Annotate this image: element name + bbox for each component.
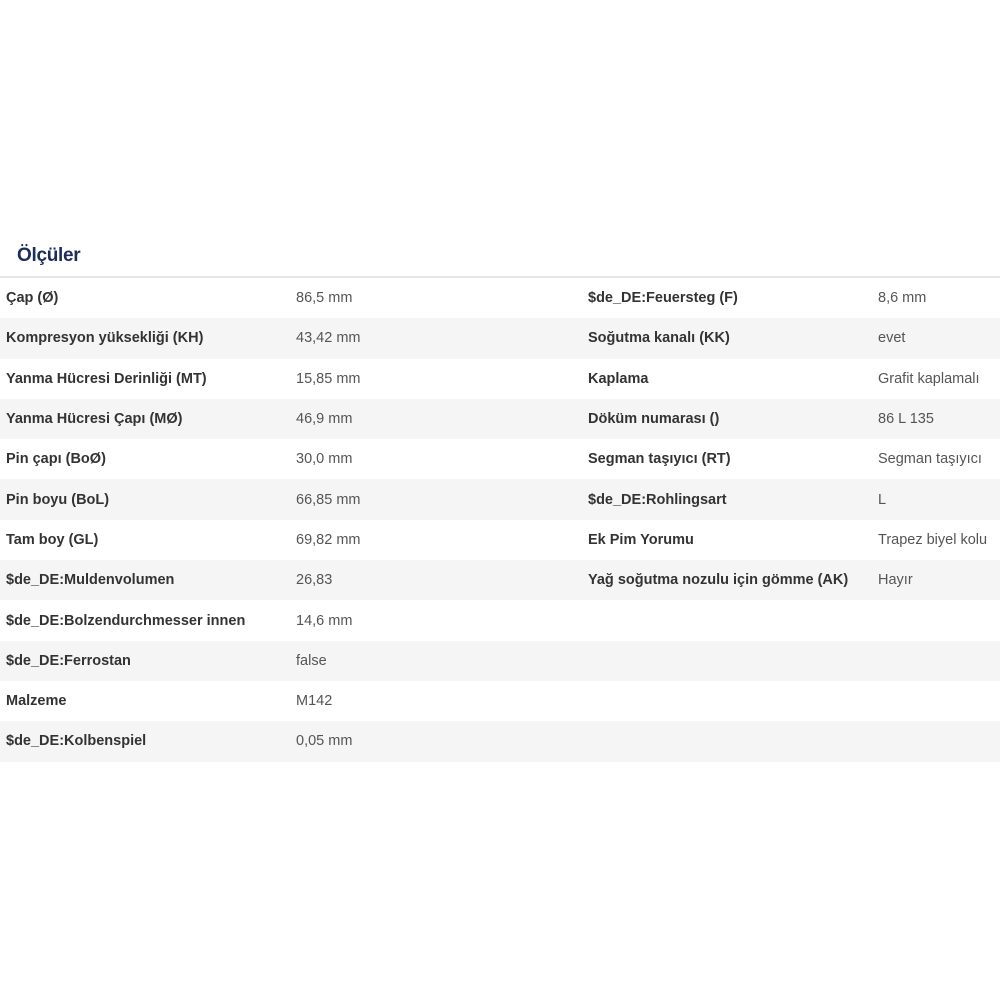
- spec-row: [0, 318, 500, 358]
- spec-row: [500, 439, 1000, 479]
- spec-row-empty: [500, 641, 1000, 681]
- spec-row: [0, 560, 500, 600]
- spec-label: Çap (Ø): [6, 290, 59, 307]
- spec-row: [0, 721, 500, 761]
- spec-row: [500, 278, 1000, 318]
- spec-value: L: [878, 491, 887, 508]
- spec-label: Yağ soğutma nozulu için gömme (AK): [588, 572, 849, 589]
- spec-row: [0, 359, 500, 399]
- spec-value: false: [296, 652, 327, 669]
- spec-row: [500, 560, 1000, 600]
- spec-row: [500, 359, 1000, 399]
- spec-value: Hayır: [878, 572, 913, 589]
- spec-label: Ek Pim Yorumu: [588, 531, 694, 548]
- spec-row: [500, 479, 1000, 519]
- spec-row-empty: [500, 681, 1000, 721]
- spec-label: $de_DE:Feuersteg (F): [588, 290, 738, 307]
- spec-label: Kompresyon yüksekliği (KH): [6, 330, 204, 347]
- spec-row: [500, 520, 1000, 560]
- spec-value: 86 L 135: [878, 411, 934, 428]
- spec-value: Segman taşıyıcı: [878, 451, 982, 468]
- spec-label: Yanma Hücresi Derinliği (MT): [6, 370, 207, 387]
- spec-column-left: [0, 278, 500, 762]
- spec-row-empty: [500, 721, 1000, 761]
- spec-label: Döküm numarası (): [588, 411, 720, 428]
- spec-label: Segman taşıyıcı (RT): [588, 451, 731, 468]
- spec-row: [500, 399, 1000, 439]
- spec-label: Soğutma kanalı (KK): [588, 330, 730, 347]
- spec-label: $de_DE:Ferrostan: [6, 652, 131, 669]
- spec-row: [0, 278, 500, 318]
- dimensions-section: [0, 236, 1000, 762]
- spec-value: 26,83: [296, 572, 333, 589]
- spec-label: Kaplama: [588, 370, 649, 387]
- spec-label: Tam boy (GL): [6, 531, 99, 548]
- spec-row: [0, 520, 500, 560]
- spec-label: $de_DE:Bolzendurchmesser innen: [6, 612, 246, 629]
- spec-value: M142: [296, 693, 333, 710]
- spec-table: [0, 278, 1000, 762]
- spec-label: Malzeme: [6, 693, 67, 710]
- spec-label: $de_DE:Muldenvolumen: [6, 572, 175, 589]
- spec-row: [0, 681, 500, 721]
- spec-row: [0, 399, 500, 439]
- spec-column-right: [500, 278, 1000, 762]
- spec-value: 43,42 mm: [296, 330, 361, 347]
- spec-value: 15,85 mm: [296, 370, 361, 387]
- spec-row: [0, 439, 500, 479]
- spec-value: 0,05 mm: [296, 733, 353, 750]
- spec-value: 66,85 mm: [296, 491, 361, 508]
- spec-row-empty: [500, 600, 1000, 640]
- spec-value: 46,9 mm: [296, 411, 353, 428]
- spec-label: Pin boyu (BoL): [6, 491, 110, 508]
- spec-value: evet: [878, 330, 906, 347]
- spec-row: [0, 479, 500, 519]
- spec-label: Pin çapı (BoØ): [6, 451, 106, 468]
- spec-value: Grafit kaplamalı: [878, 370, 980, 387]
- spec-label: $de_DE:Kolbenspiel: [6, 733, 147, 750]
- spec-value: Trapez biyel kolu: [878, 531, 988, 548]
- spec-value: 8,6 mm: [878, 290, 927, 307]
- spec-row: [500, 318, 1000, 358]
- spec-row: [0, 641, 500, 681]
- spec-label: Yanma Hücresi Çapı (MØ): [6, 411, 183, 428]
- spec-row: [0, 600, 500, 640]
- spec-value: 14,6 mm: [296, 612, 353, 629]
- spec-value: 69,82 mm: [296, 531, 361, 548]
- spec-label: $de_DE:Rohlingsart: [588, 491, 727, 508]
- section-title: Ölçüler: [17, 245, 81, 266]
- spec-value: 86,5 mm: [296, 290, 353, 307]
- spec-value: 30,0 mm: [296, 451, 353, 468]
